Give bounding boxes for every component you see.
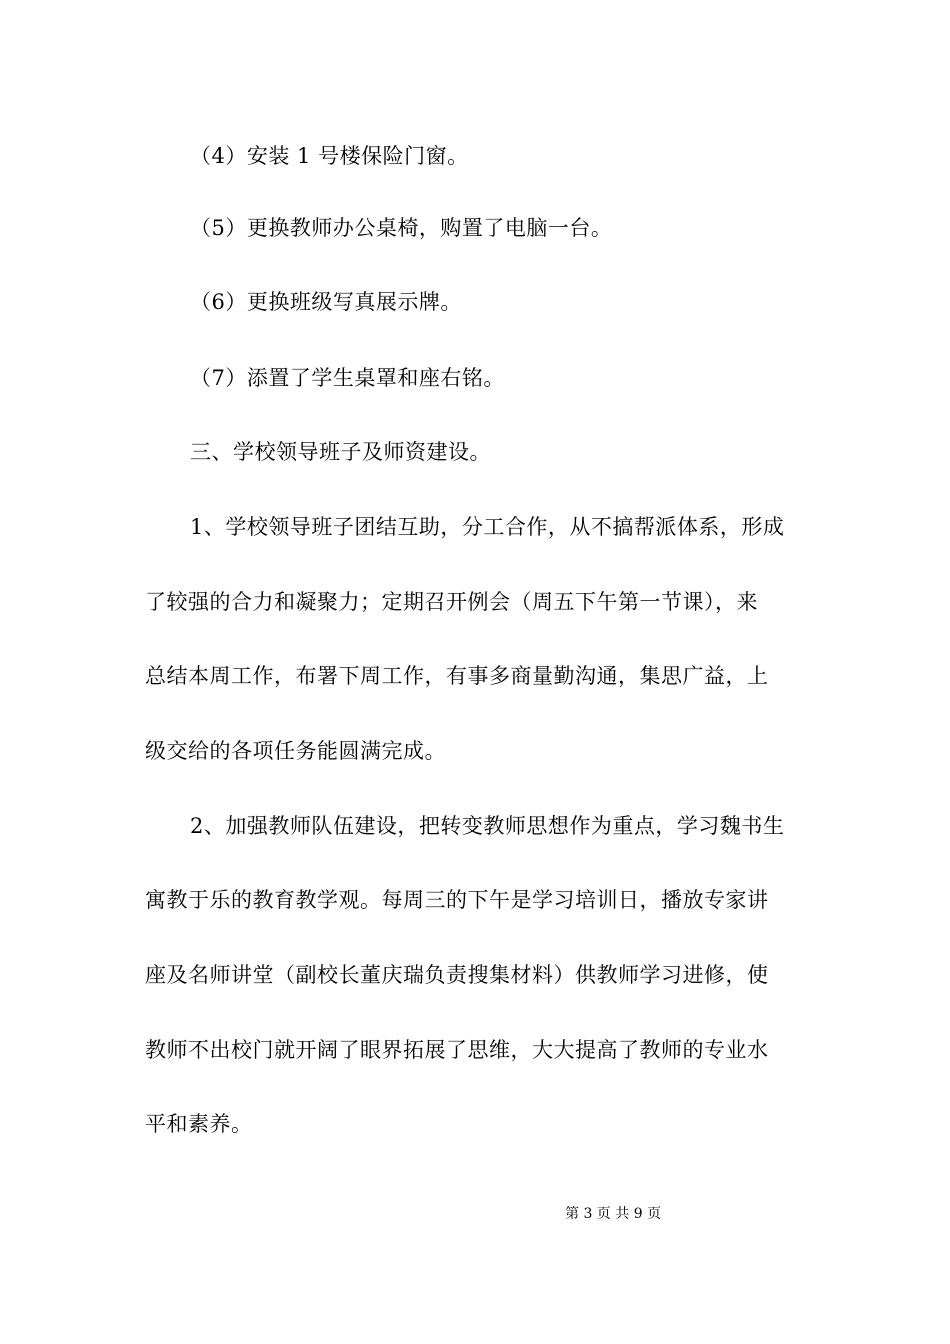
text-line-3: （6）更换班级写真展示牌。 [190, 290, 462, 314]
page-number-footer: 第 3 页 共 9 页 [565, 1206, 662, 1222]
paragraph-1-line-4: 级交给的各项任务能圆满完成。 [145, 739, 446, 763]
paragraph-1-line-1: 1、学校领导班子团结互助，分工合作，从不搞帮派体系，形成 [190, 515, 785, 539]
text-line-4: （7）添置了学生桌罩和座右铭。 [190, 366, 505, 390]
paragraph-2-line-4: 教师不出校门就开阔了眼界拓展了思维，大大提高了教师的专业水 [145, 1038, 769, 1062]
text-line-1: （4）安装 1 号楼保险门窗。 [190, 144, 469, 168]
paragraph-2-line-3: 座及名师讲堂（副校长董庆瑞负责搜集材料）供教师学习进修，使 [145, 963, 769, 987]
paragraph-2-line-1: 2、加强教师队伍建设，把转变教师思想作为重点，学习魏书生 [190, 814, 785, 838]
paragraph-2-line-5: 平和素养。 [145, 1112, 253, 1136]
paragraph-1-line-2: 了较强的合力和凝聚力；定期召开例会（周五下午第一节课），来 [145, 590, 758, 614]
paragraph-1-line-3: 总结本周工作，布署下周工作，有事多商量勤沟通，集思广益，上 [145, 664, 769, 688]
section-heading: 三、学校领导班子及师资建设。 [190, 440, 491, 464]
text-line-2: （5）更换教师办公桌椅，购置了电脑一台。 [190, 216, 613, 240]
paragraph-2-line-2: 寓教于乐的教育教学观。每周三的下午是学习培训日，播放专家讲 [145, 888, 769, 912]
